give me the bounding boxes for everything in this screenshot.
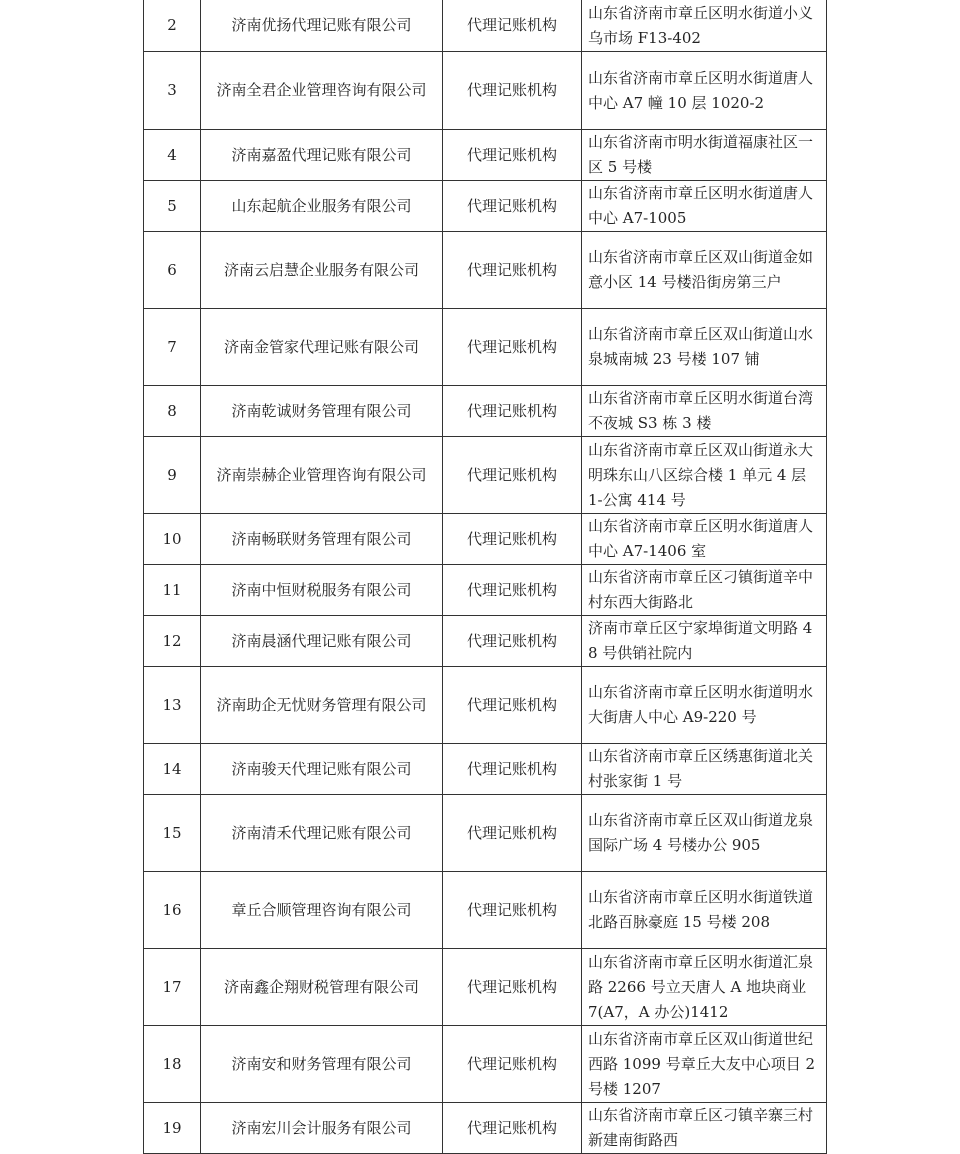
table-row <box>144 130 827 181</box>
row-number-cell <box>144 1026 201 1103</box>
row-number-text: 4 <box>167 145 177 164</box>
company-name-text: 济南畅联财务管理有限公司 <box>231 529 412 548</box>
agency-table <box>143 0 827 1154</box>
agency-type-text: 代理记账机构 <box>466 401 557 420</box>
table-row <box>144 309 827 386</box>
company-name-text: 济南安和财务管理有限公司 <box>231 1054 412 1073</box>
company-name-text: 济南崇赫企业管理咨询有限公司 <box>216 465 427 484</box>
company-name-cell <box>201 437 443 514</box>
address-text: 山东省济南市章丘区明水街道铁道北路百脉豪庭 15 号楼 208 <box>588 888 814 931</box>
address-cell <box>582 872 827 949</box>
address-text: 山东省济南市章丘区双山街道永大明珠东山八区综合楼 1 单元 4 层 1-公寓 414 号 <box>588 440 814 509</box>
table-row <box>144 52 827 130</box>
row-number-text: 11 <box>162 580 182 599</box>
row-number-cell <box>144 437 201 514</box>
agency-type-cell <box>443 616 582 667</box>
agency-type-cell <box>443 872 582 949</box>
address-cell <box>582 667 827 744</box>
agency-type-cell <box>443 1026 582 1103</box>
agency-type-text: 代理记账机构 <box>466 1118 557 1137</box>
row-number-text: 19 <box>162 1118 182 1137</box>
table-row <box>144 667 827 744</box>
address-cell <box>582 514 827 565</box>
address-cell <box>582 0 827 52</box>
address-text: 山东省济南市章丘区双山街道龙泉国际广场 4 号楼办公 905 <box>588 811 814 854</box>
table-row <box>144 744 827 795</box>
row-number-text: 9 <box>167 465 177 484</box>
agency-type-text: 代理记账机构 <box>466 580 557 599</box>
address-text: 山东省济南市章丘区明水街道唐人中心 A7-1406 室 <box>588 517 814 560</box>
table-row <box>144 565 827 616</box>
row-number-cell <box>144 181 201 232</box>
agency-type-text: 代理记账机构 <box>466 823 557 842</box>
agency-type-cell <box>443 232 582 309</box>
address-cell <box>582 437 827 514</box>
address-text: 山东省济南市章丘区刁镇街道辛中村东西大街路北 <box>588 568 814 611</box>
row-number-cell <box>144 514 201 565</box>
table-row <box>144 872 827 949</box>
agency-type-text: 代理记账机构 <box>466 337 557 356</box>
table-row <box>144 232 827 309</box>
address-text: 山东省济南市章丘区明水街道小义乌市场 F13-402 <box>588 3 814 47</box>
row-number-cell <box>144 565 201 616</box>
address-cell <box>582 795 827 872</box>
address-text: 山东省济南市章丘区明水街道唐人中心 A7-1005 <box>588 184 814 227</box>
company-name-cell <box>201 52 443 130</box>
agency-type-cell <box>443 386 582 437</box>
company-name-text: 济南鑫企翔财税管理有限公司 <box>223 977 419 996</box>
row-number-text: 14 <box>162 759 182 778</box>
row-number-cell <box>144 667 201 744</box>
company-name-text: 济南晨涵代理记账有限公司 <box>231 631 412 650</box>
table-row <box>144 1103 827 1154</box>
address-text: 山东省济南市章丘区双山街道金如意小区 14 号楼沿街房第三户 <box>588 248 814 291</box>
company-name-text: 济南助企无忧财务管理有限公司 <box>216 695 427 714</box>
agency-type-cell <box>443 1103 582 1154</box>
company-name-text: 济南嘉盈代理记账有限公司 <box>231 145 412 164</box>
company-name-cell <box>201 795 443 872</box>
row-number-text: 12 <box>162 631 182 650</box>
address-text: 济南市章丘区宁家埠街道文明路 48 号供销社院内 <box>588 619 813 662</box>
company-name-cell <box>201 1103 443 1154</box>
agency-type-cell <box>443 437 582 514</box>
agency-type-text: 代理记账机构 <box>466 465 557 484</box>
row-number-text: 18 <box>162 1054 182 1073</box>
address-cell <box>582 232 827 309</box>
address-cell <box>582 949 827 1026</box>
agency-type-cell <box>443 565 582 616</box>
agency-type-cell <box>443 667 582 744</box>
company-name-text: 山东起航企业服务有限公司 <box>231 196 412 215</box>
row-number-text: 6 <box>167 260 177 279</box>
row-number-cell <box>144 949 201 1026</box>
row-number-cell <box>144 52 201 130</box>
agency-type-text: 代理记账机构 <box>466 759 557 778</box>
company-name-text: 济南乾诚财务管理有限公司 <box>231 401 412 420</box>
company-name-cell <box>201 949 443 1026</box>
agency-type-text: 代理记账机构 <box>466 196 557 215</box>
table-row <box>144 616 827 667</box>
company-name-text: 章丘合顺管理咨询有限公司 <box>231 900 412 919</box>
company-name-cell <box>201 0 443 52</box>
row-number-cell <box>144 386 201 437</box>
address-text: 山东省济南市章丘区明水街道台湾不夜城 S3 栋 3 楼 <box>588 389 814 432</box>
company-name-text: 济南金管家代理记账有限公司 <box>223 337 419 356</box>
row-number-text: 3 <box>167 81 177 99</box>
row-number-text: 5 <box>167 196 177 215</box>
company-name-cell <box>201 130 443 181</box>
table-row <box>144 386 827 437</box>
table-row <box>144 437 827 514</box>
row-number-cell <box>144 232 201 309</box>
company-name-text: 济南云启慧企业服务有限公司 <box>223 260 419 279</box>
address-cell <box>582 744 827 795</box>
company-name-cell <box>201 232 443 309</box>
company-name-cell <box>201 514 443 565</box>
address-cell <box>582 181 827 232</box>
address-text: 山东省济南市章丘区绣惠街道北关村张家街 1 号 <box>588 747 814 790</box>
agency-type-text: 代理记账机构 <box>466 260 557 279</box>
row-number-text: 8 <box>167 401 177 420</box>
address-cell <box>582 52 827 130</box>
address-cell <box>582 565 827 616</box>
row-number-cell <box>144 130 201 181</box>
agency-type-text: 代理记账机构 <box>466 1054 557 1073</box>
agency-type-cell <box>443 0 582 52</box>
row-number-cell <box>144 309 201 386</box>
agency-type-cell <box>443 514 582 565</box>
table-row <box>144 514 827 565</box>
row-number-cell <box>144 872 201 949</box>
company-name-cell <box>201 386 443 437</box>
agency-type-text: 代理记账机构 <box>466 977 557 996</box>
agency-type-text: 代理记账机构 <box>466 900 557 919</box>
row-number-text: 2 <box>167 16 177 34</box>
company-name-cell <box>201 667 443 744</box>
agency-type-text: 代理记账机构 <box>466 81 557 99</box>
company-name-cell <box>201 309 443 386</box>
agency-type-cell <box>443 309 582 386</box>
agency-type-text: 代理记账机构 <box>466 529 557 548</box>
table-row <box>144 0 827 52</box>
address-text: 山东省济南市章丘区刁镇辛寨三村新建南街路西 <box>588 1106 814 1149</box>
company-name-cell <box>201 1026 443 1103</box>
company-name-text: 济南优扬代理记账有限公司 <box>231 16 412 34</box>
row-number-cell <box>144 795 201 872</box>
address-text: 山东省济南市章丘区双山街道山水泉城南城 23 号楼 107 铺 <box>588 325 814 368</box>
agency-type-text: 代理记账机构 <box>466 16 557 34</box>
agency-type-cell <box>443 744 582 795</box>
company-name-text: 济南宏川会计服务有限公司 <box>231 1118 412 1137</box>
address-text: 山东省济南市章丘区明水街道明水大街唐人中心 A9-220 号 <box>588 683 814 726</box>
row-number-text: 15 <box>162 823 182 842</box>
table-row <box>144 1026 827 1103</box>
company-name-cell <box>201 565 443 616</box>
row-number-cell <box>144 744 201 795</box>
address-cell <box>582 1026 827 1103</box>
address-text: 山东省济南市明水街道福康社区一区 5 号楼 <box>588 133 814 176</box>
company-name-cell <box>201 872 443 949</box>
row-number-text: 16 <box>162 900 182 919</box>
agency-table-body <box>144 0 827 1154</box>
agency-type-text: 代理记账机构 <box>466 145 557 164</box>
address-text: 山东省济南市章丘区明水街道唐人中心 A7 幢 10 层 1020-2 <box>588 68 814 112</box>
row-number-text: 10 <box>162 529 182 548</box>
address-cell <box>582 1103 827 1154</box>
company-name-text: 济南骏天代理记账有限公司 <box>231 759 412 778</box>
agency-type-cell <box>443 949 582 1026</box>
agency-type-cell <box>443 130 582 181</box>
agency-type-cell <box>443 52 582 130</box>
address-cell <box>582 309 827 386</box>
row-number-cell <box>144 0 201 52</box>
company-name-cell <box>201 181 443 232</box>
agency-type-text: 代理记账机构 <box>466 631 557 650</box>
address-text: 山东省济南市章丘区双山街道世纪西路 1099 号章丘大友中心项目 2 号楼 1207 <box>588 1029 816 1098</box>
table-row <box>144 181 827 232</box>
address-cell <box>582 616 827 667</box>
agency-type-cell <box>443 795 582 872</box>
company-name-text: 济南中恒财税服务有限公司 <box>231 580 412 599</box>
row-number-cell <box>144 1103 201 1154</box>
row-number-text: 17 <box>162 977 182 996</box>
company-name-text: 济南清禾代理记账有限公司 <box>231 823 412 842</box>
row-number-text: 13 <box>162 695 182 714</box>
address-text: 山东省济南市章丘区明水街道汇泉路 2266 号立天唐人 A 地块商业 7(A7，A 办公)1412 <box>588 952 814 1021</box>
agency-type-text: 代理记账机构 <box>466 695 557 714</box>
table-row <box>144 949 827 1026</box>
company-name-cell <box>201 744 443 795</box>
table-row <box>144 795 827 872</box>
address-cell <box>582 386 827 437</box>
row-number-cell <box>144 616 201 667</box>
row-number-text: 7 <box>167 337 177 356</box>
company-name-cell <box>201 616 443 667</box>
company-name-text: 济南全君企业管理咨询有限公司 <box>216 81 427 99</box>
agency-type-cell <box>443 181 582 232</box>
address-cell <box>582 130 827 181</box>
